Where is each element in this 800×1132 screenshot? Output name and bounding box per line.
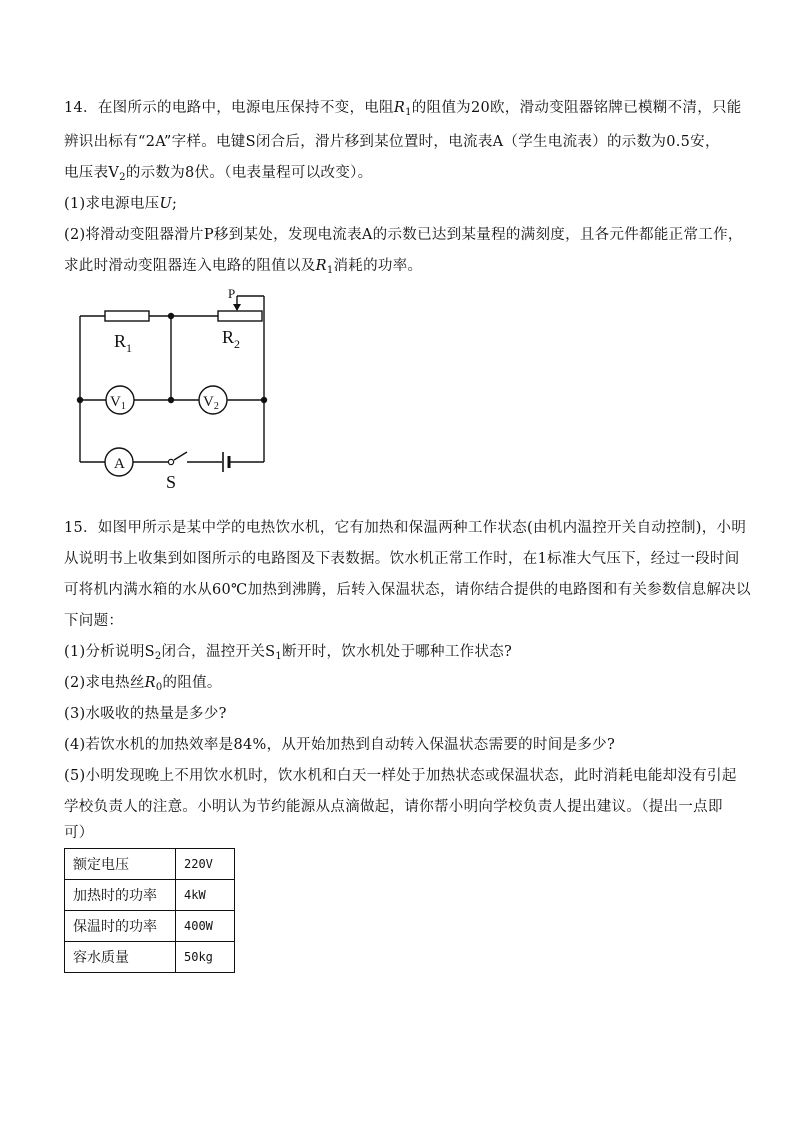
table-value: 4kW: [176, 880, 235, 911]
circuit-diagram: [60, 280, 300, 495]
q15-part-2: (2)求电热丝$R_0$的阻值。: [64, 675, 222, 693]
r2-label: $R_2$: [222, 327, 241, 351]
q15-line-4: 下问题：: [64, 613, 124, 629]
table-key: 容水质量: [65, 942, 176, 973]
q15-part-5b: 学校负责人的注意。小明认为节约能源从点滴做起，请你帮小明向学校负责人提出建议。（提出一点即: [64, 799, 723, 815]
q15-line-1: 15．如图甲所示是某中学的电热饮水机，它有加热和保温两种工作状态(由机内温控开关自动控制)，小明: [64, 520, 747, 536]
junction-dot: [261, 397, 267, 403]
junction-dot: [77, 397, 83, 403]
slider-arrow-icon: [233, 304, 241, 311]
v2-label: $V_2$: [203, 394, 219, 412]
q14-line-3: 电压表$V_2$的示数为8伏。（电表量程可以改变）。: [64, 165, 373, 183]
q15-line-3: 可将机内满水箱的水从60℃加热到沸腾，后转入保温状态，请你结合提供的电路图和有关参数信息解决以: [64, 582, 751, 598]
table-value: 220V: [176, 849, 235, 880]
q15-line-2: 从说明书上收集到如图所示的电路图及下表数据。饮水机正常工作时，在1标准大气压下，经过一段时间: [64, 551, 740, 567]
junction-dot: [168, 397, 174, 403]
table-row: [65, 849, 235, 880]
q15-part-1: (1)分析说明$S_2$闭合，温控开关$S_1$断开时，饮水机处于哪种工作状态?: [64, 644, 513, 662]
table-value: 50kg: [176, 942, 235, 973]
q15-part-3: (3)水吸收的热量是多少?: [64, 706, 227, 722]
q14-line-2: 辨识出标有“2A”字样。电键S闭合后，滑片移到某位置时，电流表A（学生电流表）的示数为0.5安，: [64, 134, 720, 150]
table-row: [65, 911, 235, 942]
table-key: 额定电压: [65, 849, 176, 880]
table-row: [65, 942, 235, 973]
s-label: S: [166, 472, 177, 492]
q14-line-1: 14．在图所示的电路中，电源电压保持不变，电阻$R_1$的阻值为20欧，滑动变阻器铭牌已模糊不清，只能: [64, 100, 742, 118]
junction-dot: [168, 313, 174, 319]
q14-part-1: (1)求电源电压U;: [64, 196, 178, 212]
q15-part-5c: 可）: [64, 825, 94, 841]
resistor-r1: [105, 311, 149, 321]
p-label: P: [228, 286, 236, 301]
table-value: 400W: [176, 911, 235, 942]
q15-part-4: (4)若饮水机的加热效率是84%，从开始加热到自动转入保温状态需要的时间是多少?: [64, 737, 616, 753]
q15-part-5a: (5)小明发现晚上不用饮水机时，饮水机和白天一样处于加热状态或保温状态，此时消耗电能却没有引起: [64, 768, 737, 784]
table-row: [65, 880, 235, 911]
table-key: 保温时的功率: [65, 911, 176, 942]
q14-part-2b: 求此时滑动变阻器连入电路的阻值以及$R_1$消耗的功率。: [64, 258, 423, 276]
v1-label: $V_1$: [110, 394, 126, 412]
parameter-table: [64, 848, 235, 973]
rheostat-r2: [218, 311, 262, 321]
q14-part-2a: (2)将滑动变阻器滑片P移到某处，发现电流表A的示数已达到某量程的满刻度，且各元件都能正常工作，: [64, 227, 743, 243]
a-label: A: [114, 456, 125, 472]
table-key: 加热时的功率: [65, 880, 176, 911]
switch-contact: [168, 459, 173, 464]
r1-label: $R_1$: [114, 331, 133, 355]
